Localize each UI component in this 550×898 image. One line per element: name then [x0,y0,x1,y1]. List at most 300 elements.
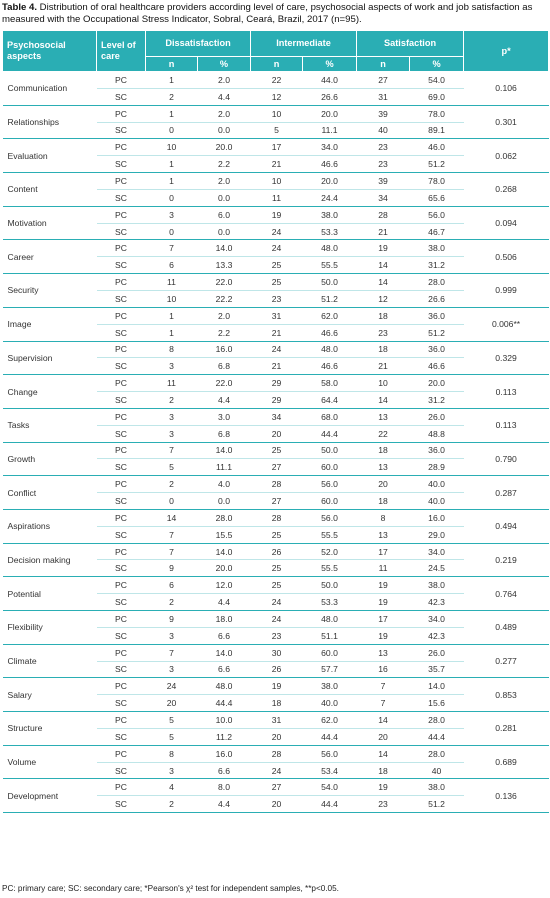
satisfaction-pct-cell: 36.0 [410,341,464,358]
dissatisfaction-pct-cell: 2.2 [198,156,251,173]
dissatisfaction-n-cell: 2 [146,392,198,409]
aspect-cell: Decision making [3,543,97,577]
intermediate-n-cell: 25 [251,560,303,577]
satisfaction-pct-cell: 89.1 [410,122,464,139]
satisfaction-n-cell: 16 [357,661,410,678]
aspect-cell: Content [3,173,97,207]
level-cell: SC [97,392,146,409]
intermediate-n-cell: 24 [251,611,303,628]
satisfaction-n-cell: 18 [357,307,410,324]
dissatisfaction-pct-cell: 12.0 [198,577,251,594]
dissatisfaction-n-cell: 3 [146,661,198,678]
intermediate-n-cell: 21 [251,324,303,341]
satisfaction-pct-cell: 78.0 [410,173,464,190]
level-cell: SC [97,594,146,611]
aspect-cell: Conflict [3,476,97,510]
intermediate-n-cell: 21 [251,358,303,375]
intermediate-n-cell: 28 [251,745,303,762]
level-cell: PC [97,307,146,324]
satisfaction-n-cell: 23 [357,796,410,813]
dissatisfaction-pct-cell: 6.8 [198,425,251,442]
intermediate-n-cell: 24 [251,223,303,240]
level-cell: PC [97,408,146,425]
aspect-cell: Supervision [3,341,97,375]
satisfaction-n-cell: 17 [357,543,410,560]
dissatisfaction-pct-cell: 20.0 [198,139,251,156]
dissatisfaction-pct-cell: 2.0 [198,307,251,324]
table-row [3,476,549,493]
table-row [3,240,549,257]
p-value-cell: 0.494 [464,509,549,543]
dissatisfaction-n-cell: 1 [146,324,198,341]
p-value-cell: 0.506 [464,240,549,274]
dissatisfaction-pct-cell: 13.3 [198,257,251,274]
intermediate-n-cell: 34 [251,408,303,425]
header-pct: % [303,57,357,72]
intermediate-pct-cell: 56.0 [303,476,357,493]
level-cell: PC [97,476,146,493]
intermediate-n-cell: 20 [251,796,303,813]
dissatisfaction-n-cell: 7 [146,442,198,459]
aspect-cell: Salary [3,678,97,712]
intermediate-n-cell: 28 [251,476,303,493]
level-cell: SC [97,122,146,139]
satisfaction-pct-cell: 40.0 [410,493,464,510]
level-cell: SC [97,661,146,678]
dissatisfaction-pct-cell: 14.0 [198,240,251,257]
intermediate-n-cell: 26 [251,543,303,560]
dissatisfaction-pct-cell: 4.4 [198,796,251,813]
satisfaction-pct-cell: 20.0 [410,375,464,392]
p-value-cell: 0.790 [464,442,549,476]
p-value-cell: 0.853 [464,678,549,712]
table-row [3,408,549,425]
table-row [3,745,549,762]
level-cell: SC [97,189,146,206]
level-cell: PC [97,442,146,459]
level-cell: PC [97,341,146,358]
satisfaction-pct-cell: 15.6 [410,695,464,712]
dissatisfaction-pct-cell: 0.0 [198,122,251,139]
intermediate-n-cell: 25 [251,442,303,459]
p-value-cell: 0.006** [464,307,549,341]
header-level: Level of care [97,31,146,72]
aspect-cell: Image [3,307,97,341]
dissatisfaction-n-cell: 20 [146,695,198,712]
intermediate-pct-cell: 38.0 [303,678,357,695]
intermediate-pct-cell: 26.6 [303,88,357,105]
satisfaction-n-cell: 27 [357,72,410,89]
table-row [3,611,549,628]
level-cell: PC [97,105,146,122]
intermediate-pct-cell: 53.3 [303,223,357,240]
intermediate-n-cell: 23 [251,627,303,644]
intermediate-n-cell: 19 [251,678,303,695]
level-cell: PC [97,139,146,156]
dissatisfaction-n-cell: 0 [146,189,198,206]
level-cell: SC [97,695,146,712]
satisfaction-n-cell: 23 [357,156,410,173]
dissatisfaction-n-cell: 1 [146,72,198,89]
header-aspect: Psychosocial aspects [3,31,97,72]
satisfaction-n-cell: 23 [357,324,410,341]
dissatisfaction-pct-cell: 22.0 [198,274,251,291]
intermediate-pct-cell: 40.0 [303,695,357,712]
intermediate-pct-cell: 50.0 [303,274,357,291]
satisfaction-n-cell: 7 [357,695,410,712]
dissatisfaction-pct-cell: 4.0 [198,476,251,493]
dissatisfaction-pct-cell: 2.0 [198,105,251,122]
dissatisfaction-n-cell: 0 [146,493,198,510]
satisfaction-n-cell: 18 [357,493,410,510]
header-n: n [146,57,198,72]
dissatisfaction-pct-cell: 2.0 [198,72,251,89]
aspect-cell: Career [3,240,97,274]
satisfaction-n-cell: 18 [357,762,410,779]
table-row [3,509,549,526]
intermediate-n-cell: 24 [251,341,303,358]
table-footnote: PC: primary care; SC: secondary care; *Pearson's χ² test for independent samples, **p<0.05. [2,884,339,893]
satisfaction-n-cell: 13 [357,459,410,476]
dissatisfaction-pct-cell: 0.0 [198,493,251,510]
level-cell: PC [97,206,146,223]
dissatisfaction-pct-cell: 6.6 [198,762,251,779]
intermediate-pct-cell: 64.4 [303,392,357,409]
dissatisfaction-n-cell: 2 [146,594,198,611]
header-intermediate: Intermediate [251,31,357,57]
intermediate-pct-cell: 44.4 [303,728,357,745]
intermediate-pct-cell: 44.4 [303,425,357,442]
dissatisfaction-n-cell: 4 [146,779,198,796]
intermediate-n-cell: 25 [251,274,303,291]
dissatisfaction-pct-cell: 6.8 [198,358,251,375]
dissatisfaction-n-cell: 5 [146,728,198,745]
intermediate-pct-cell: 46.6 [303,156,357,173]
satisfaction-n-cell: 19 [357,240,410,257]
level-cell: PC [97,240,146,257]
satisfaction-n-cell: 10 [357,375,410,392]
dissatisfaction-pct-cell: 20.0 [198,560,251,577]
satisfaction-pct-cell: 31.2 [410,257,464,274]
table-row [3,139,549,156]
satisfaction-pct-cell: 78.0 [410,105,464,122]
dissatisfaction-pct-cell: 14.0 [198,543,251,560]
intermediate-n-cell: 10 [251,173,303,190]
level-cell: SC [97,796,146,813]
intermediate-n-cell: 29 [251,375,303,392]
satisfaction-n-cell: 19 [357,627,410,644]
satisfaction-pct-cell: 28.9 [410,459,464,476]
satisfaction-pct-cell: 69.0 [410,88,464,105]
satisfaction-pct-cell: 29.0 [410,526,464,543]
satisfaction-n-cell: 19 [357,594,410,611]
intermediate-n-cell: 24 [251,762,303,779]
intermediate-n-cell: 30 [251,644,303,661]
satisfaction-pct-cell: 56.0 [410,206,464,223]
table-row [3,274,549,291]
intermediate-pct-cell: 53.3 [303,594,357,611]
dissatisfaction-n-cell: 2 [146,88,198,105]
dissatisfaction-n-cell: 1 [146,156,198,173]
intermediate-pct-cell: 24.4 [303,189,357,206]
satisfaction-pct-cell: 36.0 [410,307,464,324]
dissatisfaction-n-cell: 11 [146,375,198,392]
table-row [3,678,549,695]
p-value-cell: 0.219 [464,543,549,577]
satisfaction-pct-cell: 28.0 [410,745,464,762]
dissatisfaction-pct-cell: 48.0 [198,678,251,695]
level-cell: SC [97,762,146,779]
intermediate-n-cell: 25 [251,257,303,274]
table-row [3,341,549,358]
satisfaction-pct-cell: 26.0 [410,644,464,661]
dissatisfaction-n-cell: 0 [146,122,198,139]
intermediate-n-cell: 20 [251,425,303,442]
level-cell: SC [97,526,146,543]
intermediate-n-cell: 22 [251,72,303,89]
intermediate-pct-cell: 20.0 [303,173,357,190]
dissatisfaction-pct-cell: 15.5 [198,526,251,543]
dissatisfaction-n-cell: 3 [146,408,198,425]
satisfaction-pct-cell: 51.2 [410,324,464,341]
satisfaction-n-cell: 13 [357,408,410,425]
intermediate-pct-cell: 38.0 [303,206,357,223]
intermediate-pct-cell: 68.0 [303,408,357,425]
dissatisfaction-n-cell: 1 [146,105,198,122]
p-value-cell: 0.277 [464,644,549,678]
satisfaction-pct-cell: 31.2 [410,392,464,409]
table-row [3,375,549,392]
intermediate-pct-cell: 51.1 [303,627,357,644]
table-row [3,442,549,459]
intermediate-pct-cell: 56.0 [303,745,357,762]
level-cell: PC [97,509,146,526]
level-cell: SC [97,156,146,173]
satisfaction-n-cell: 34 [357,189,410,206]
dissatisfaction-n-cell: 6 [146,257,198,274]
aspect-cell: Growth [3,442,97,476]
intermediate-n-cell: 29 [251,392,303,409]
satisfaction-n-cell: 8 [357,509,410,526]
intermediate-pct-cell: 56.0 [303,509,357,526]
dissatisfaction-pct-cell: 10.0 [198,712,251,729]
satisfaction-n-cell: 7 [357,678,410,695]
satisfaction-pct-cell: 46.0 [410,139,464,156]
aspect-cell: Security [3,274,97,308]
intermediate-pct-cell: 20.0 [303,105,357,122]
dissatisfaction-pct-cell: 2.2 [198,324,251,341]
caption-label: Table 4. [2,2,38,13]
satisfaction-n-cell: 39 [357,105,410,122]
intermediate-n-cell: 24 [251,594,303,611]
satisfaction-pct-cell: 46.7 [410,223,464,240]
intermediate-n-cell: 28 [251,509,303,526]
intermediate-pct-cell: 55.5 [303,526,357,543]
satisfaction-pct-cell: 38.0 [410,240,464,257]
intermediate-pct-cell: 44.4 [303,796,357,813]
level-cell: PC [97,72,146,89]
satisfaction-pct-cell: 42.3 [410,594,464,611]
intermediate-n-cell: 31 [251,712,303,729]
p-value-cell: 0.999 [464,274,549,308]
dissatisfaction-pct-cell: 4.4 [198,594,251,611]
table-row [3,543,549,560]
intermediate-pct-cell: 46.6 [303,324,357,341]
satisfaction-pct-cell: 16.0 [410,509,464,526]
satisfaction-n-cell: 19 [357,779,410,796]
intermediate-n-cell: 10 [251,105,303,122]
satisfaction-n-cell: 14 [357,712,410,729]
intermediate-pct-cell: 55.5 [303,257,357,274]
aspect-cell: Relationships [3,105,97,139]
level-cell: SC [97,257,146,274]
satisfaction-pct-cell: 38.0 [410,779,464,796]
intermediate-pct-cell: 44.0 [303,72,357,89]
satisfaction-pct-cell: 35.7 [410,661,464,678]
satisfaction-n-cell: 21 [357,223,410,240]
dissatisfaction-n-cell: 24 [146,678,198,695]
intermediate-pct-cell: 52.0 [303,543,357,560]
dissatisfaction-pct-cell: 14.0 [198,442,251,459]
satisfaction-n-cell: 17 [357,611,410,628]
satisfaction-n-cell: 14 [357,392,410,409]
satisfaction-n-cell: 19 [357,577,410,594]
dissatisfaction-n-cell: 3 [146,358,198,375]
table-row [3,173,549,190]
level-cell: SC [97,493,146,510]
intermediate-pct-cell: 60.0 [303,493,357,510]
level-cell: PC [97,745,146,762]
header-dissatisfaction: Dissatisfaction [146,31,251,57]
aspect-cell: Change [3,375,97,409]
satisfaction-n-cell: 21 [357,358,410,375]
p-value-cell: 0.268 [464,173,549,207]
satisfaction-n-cell: 28 [357,206,410,223]
dissatisfaction-pct-cell: 2.0 [198,173,251,190]
level-cell: SC [97,728,146,745]
dissatisfaction-pct-cell: 6.0 [198,206,251,223]
header-satisfaction: Satisfaction [357,31,464,57]
satisfaction-n-cell: 14 [357,274,410,291]
intermediate-pct-cell: 55.5 [303,560,357,577]
aspect-cell: Development [3,779,97,813]
p-value-cell: 0.489 [464,611,549,645]
satisfaction-pct-cell: 51.2 [410,796,464,813]
intermediate-pct-cell: 50.0 [303,442,357,459]
dissatisfaction-n-cell: 7 [146,644,198,661]
satisfaction-n-cell: 13 [357,644,410,661]
aspect-cell: Volume [3,745,97,779]
dissatisfaction-n-cell: 9 [146,560,198,577]
intermediate-n-cell: 21 [251,156,303,173]
dissatisfaction-pct-cell: 22.2 [198,290,251,307]
dissatisfaction-pct-cell: 6.6 [198,661,251,678]
level-cell: SC [97,425,146,442]
intermediate-n-cell: 5 [251,122,303,139]
level-cell: SC [97,358,146,375]
level-cell: SC [97,324,146,341]
dissatisfaction-pct-cell: 16.0 [198,341,251,358]
dissatisfaction-pct-cell: 4.4 [198,392,251,409]
table-caption [2,2,548,26]
satisfaction-pct-cell: 26.0 [410,408,464,425]
header-pct: % [410,57,464,72]
table-row [3,779,549,796]
table-row [3,307,549,324]
level-cell: SC [97,88,146,105]
p-value-cell: 0.281 [464,712,549,746]
level-cell: PC [97,375,146,392]
intermediate-n-cell: 19 [251,206,303,223]
satisfaction-pct-cell: 65.6 [410,189,464,206]
dissatisfaction-pct-cell: 0.0 [198,223,251,240]
satisfaction-n-cell: 11 [357,560,410,577]
intermediate-n-cell: 27 [251,493,303,510]
table-row [3,105,549,122]
results-table [2,30,549,813]
intermediate-n-cell: 27 [251,459,303,476]
dissatisfaction-n-cell: 7 [146,526,198,543]
p-value-cell: 0.062 [464,139,549,173]
header-n: n [357,57,410,72]
satisfaction-pct-cell: 28.0 [410,274,464,291]
aspect-cell: Structure [3,712,97,746]
intermediate-n-cell: 31 [251,307,303,324]
intermediate-pct-cell: 48.0 [303,341,357,358]
level-cell: SC [97,223,146,240]
p-value-cell: 0.106 [464,72,549,106]
dissatisfaction-pct-cell: 11.2 [198,728,251,745]
intermediate-n-cell: 20 [251,728,303,745]
satisfaction-pct-cell: 44.4 [410,728,464,745]
dissatisfaction-n-cell: 10 [146,290,198,307]
caption-text: Distribution of oral healthcare providers according level of care, psychosocial aspects of work and job satisfaction as measured with the Occupational Stress Indicator, Sobral, Ceará, Brazil, 2017 (n=95). [2,2,533,25]
intermediate-n-cell: 18 [251,695,303,712]
dissatisfaction-n-cell: 0 [146,223,198,240]
level-cell: PC [97,712,146,729]
dissatisfaction-n-cell: 6 [146,577,198,594]
header-p: p* [464,31,549,72]
intermediate-pct-cell: 60.0 [303,644,357,661]
satisfaction-n-cell: 23 [357,139,410,156]
table-row [3,72,549,89]
aspect-cell: Evaluation [3,139,97,173]
intermediate-pct-cell: 11.1 [303,122,357,139]
satisfaction-n-cell: 39 [357,173,410,190]
table-row [3,577,549,594]
dissatisfaction-n-cell: 2 [146,796,198,813]
level-cell: SC [97,290,146,307]
level-cell: PC [97,611,146,628]
satisfaction-n-cell: 18 [357,341,410,358]
dissatisfaction-pct-cell: 28.0 [198,509,251,526]
dissatisfaction-n-cell: 3 [146,627,198,644]
level-cell: SC [97,627,146,644]
intermediate-pct-cell: 62.0 [303,307,357,324]
table-row [3,206,549,223]
dissatisfaction-pct-cell: 0.0 [198,189,251,206]
dissatisfaction-n-cell: 3 [146,762,198,779]
intermediate-pct-cell: 46.6 [303,358,357,375]
satisfaction-n-cell: 18 [357,442,410,459]
header-n: n [251,57,303,72]
intermediate-n-cell: 27 [251,779,303,796]
p-value-cell: 0.329 [464,341,549,375]
dissatisfaction-pct-cell: 22.0 [198,375,251,392]
dissatisfaction-n-cell: 1 [146,173,198,190]
intermediate-pct-cell: 51.2 [303,290,357,307]
dissatisfaction-n-cell: 2 [146,476,198,493]
